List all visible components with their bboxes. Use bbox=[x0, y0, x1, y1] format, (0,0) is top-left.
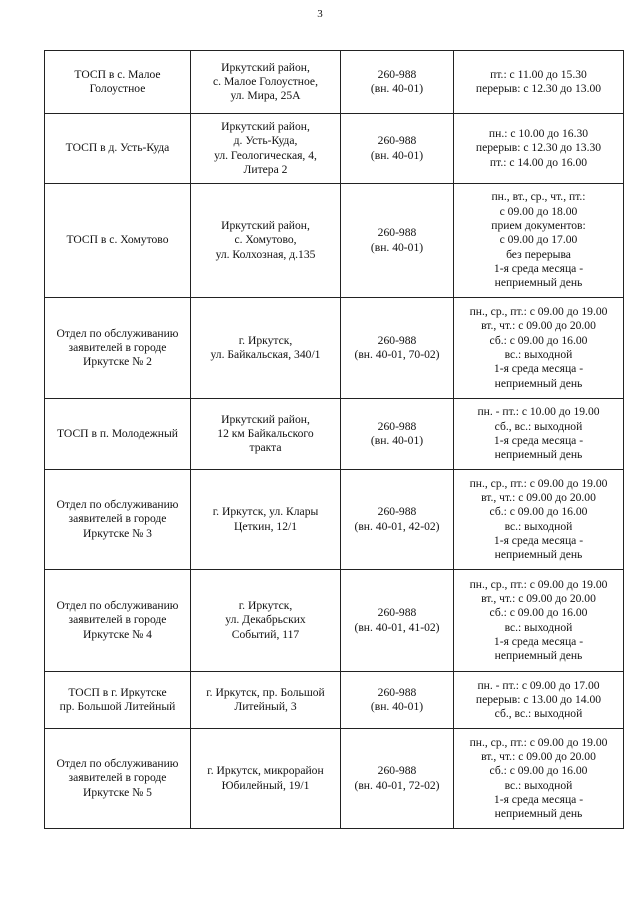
office-address-cell: Иркутский район, 12 км Байкальского тракта bbox=[191, 399, 341, 470]
office-address-cell: г. Иркутск, микрорайон Юбилейный, 19/1 bbox=[191, 729, 341, 829]
office-name-cell: Отдел по обслуживанию заявителей в городе Иркутске № 3 bbox=[45, 470, 191, 570]
office-name-cell: ТОСП в с. Хомутово bbox=[45, 184, 191, 298]
office-name-cell: ТОСП в д. Усть-Куда bbox=[45, 114, 191, 184]
office-hours-cell: пн. - пт.: с 09.00 до 17.00 перерыв: с 13.00 до 14.00 сб., вс.: выходной bbox=[454, 672, 624, 729]
office-name-cell: ТОСП в п. Молодежный bbox=[45, 399, 191, 470]
office-address-cell: г. Иркутск, ул. Байкальская, 340/1 bbox=[191, 298, 341, 399]
office-name-cell: Отдел по обслуживанию заявителей в городе Иркутске № 2 bbox=[45, 298, 191, 399]
offices-table bbox=[44, 50, 624, 829]
office-name-cell: ТОСП в с. Малое Голоустное bbox=[45, 51, 191, 114]
office-name-cell: ТОСП в г. Иркутске пр. Большой Литейный bbox=[45, 672, 191, 729]
office-phone-cell: 260-988 (вн. 40-01) bbox=[341, 399, 454, 470]
table-row bbox=[45, 672, 624, 729]
office-hours-cell: пн., ср., пт.: с 09.00 до 19.00 вт., чт.: с 09.00 до 20.00 сб.: с 09.00 до 16.00 вс.: выходной 1-я среда месяца - неприемный день bbox=[454, 298, 624, 399]
office-phone-cell: 260-988 (вн. 40-01, 42-02) bbox=[341, 470, 454, 570]
office-hours-cell: пт.: с 11.00 до 15.30 перерыв: с 12.30 до 13.00 bbox=[454, 51, 624, 114]
table-row bbox=[45, 298, 624, 399]
office-name-cell: Отдел по обслуживанию заявителей в городе Иркутске № 5 bbox=[45, 729, 191, 829]
office-phone-cell: 260-988 (вн. 40-01) bbox=[341, 184, 454, 298]
office-phone-cell: 260-988 (вн. 40-01) bbox=[341, 114, 454, 184]
office-phone-cell: 260-988 (вн. 40-01, 70-02) bbox=[341, 298, 454, 399]
table-row bbox=[45, 184, 624, 298]
office-address-cell: Иркутский район, с. Малое Голоустное, ул. Мира, 25А bbox=[191, 51, 341, 114]
table-row bbox=[45, 51, 624, 114]
office-hours-cell: пн., ср., пт.: с 09.00 до 19.00 вт., чт.: с 09.00 до 20.00 сб.: с 09.00 до 16.00 вс.: выходной 1-я среда месяца - неприемный день bbox=[454, 470, 624, 570]
office-address-cell: г. Иркутск, пр. Большой Литейный, 3 bbox=[191, 672, 341, 729]
office-address-cell: г. Иркутск, ул. Клары Цеткин, 12/1 bbox=[191, 470, 341, 570]
table-row bbox=[45, 470, 624, 570]
table-row bbox=[45, 399, 624, 470]
page-number: 3 bbox=[317, 8, 323, 20]
office-phone-cell: 260-988 (вн. 40-01, 41-02) bbox=[341, 570, 454, 672]
office-hours-cell: пн., ср., пт.: с 09.00 до 19.00 вт., чт.: с 09.00 до 20.00 сб.: с 09.00 до 16.00 вс.: выходной 1-я среда месяца - неприемный день bbox=[454, 729, 624, 829]
office-hours-cell: пн., ср., пт.: с 09.00 до 19.00 вт., чт.: с 09.00 до 20.00 сб.: с 09.00 до 16.00 вс.: выходной 1-я среда месяца - неприемный день bbox=[454, 570, 624, 672]
table-row bbox=[45, 570, 624, 672]
office-hours-cell: пн. - пт.: с 10.00 до 19.00 сб., вс.: выходной 1-я среда месяца - неприемный день bbox=[454, 399, 624, 470]
office-address-cell: Иркутский район, с. Хомутово, ул. Колхозная, д.135 bbox=[191, 184, 341, 298]
office-phone-cell: 260-988 (вн. 40-01, 72-02) bbox=[341, 729, 454, 829]
office-address-cell: г. Иркутск, ул. Декабрьских Событий, 117 bbox=[191, 570, 341, 672]
office-address-cell: Иркутский район, д. Усть-Куда, ул. Геологическая, 4, Литера 2 bbox=[191, 114, 341, 184]
office-phone-cell: 260-988 (вн. 40-01) bbox=[341, 672, 454, 729]
table-row bbox=[45, 729, 624, 829]
office-hours-cell: пн., вт., ср., чт., пт.: с 09.00 до 18.00 прием документов: с 09.00 до 17.00 без перерыва 1-я среда месяца - неприемный день bbox=[454, 184, 624, 298]
office-name-cell: Отдел по обслуживанию заявителей в городе Иркутске № 4 bbox=[45, 570, 191, 672]
office-hours-cell: пн.: с 10.00 до 16.30 перерыв: с 12.30 до 13.30 пт.: с 14.00 до 16.00 bbox=[454, 114, 624, 184]
office-phone-cell: 260-988 (вн. 40-01) bbox=[341, 51, 454, 114]
table-row bbox=[45, 114, 624, 184]
